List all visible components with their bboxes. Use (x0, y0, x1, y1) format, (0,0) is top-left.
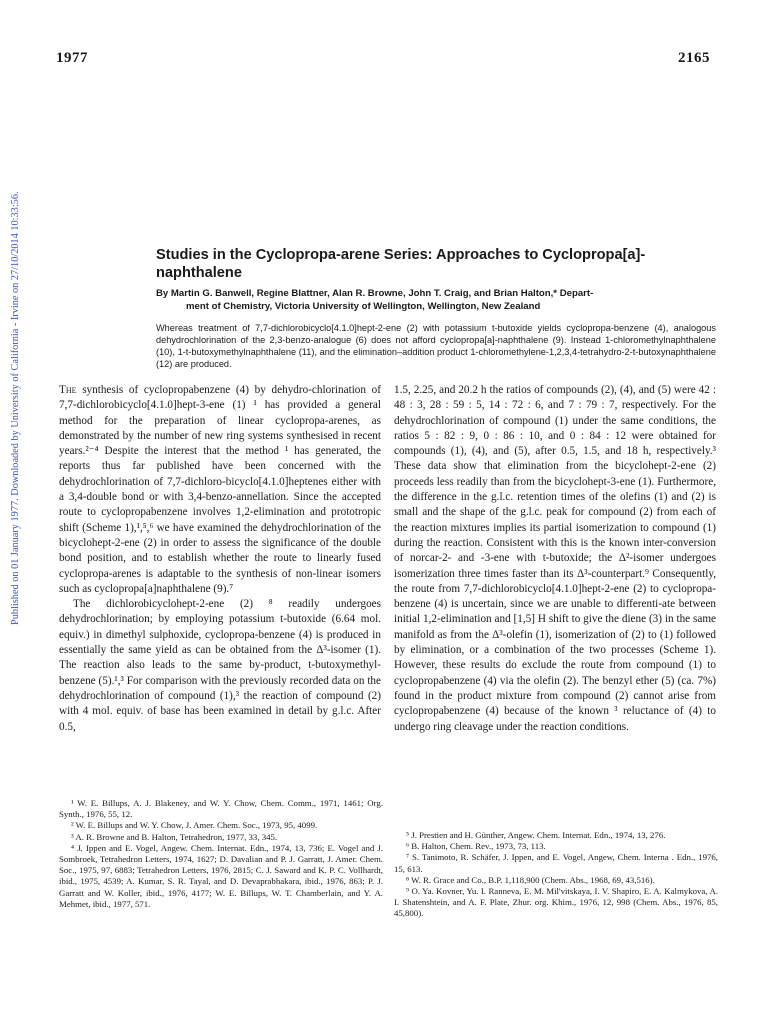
article-abstract: Whereas treatment of 7,7-dichlorobicyclo[4.1.0]hept-2-ene (2) with potassium t-butoxide yields cyclopropa-benzene (4), analogous dehydrochlorination of the 2,3-benzo-analogue (6) does not afford cyclopropa[a]-naphthalene (9). Instead 1-chloromethylnaphthalene (10), 1-t-butoxymethylnaphthalene (11), and the elimination–addition product 1-chloromethylene-1,2,3,4-tetrahydro-2-t-butoxynaphthalene (12) are produced. (156, 323, 716, 369)
journal-year: 1977 (56, 50, 88, 66)
reference-item: ⁸ W. R. Grace and Co., B.P. 1,118,900 (Chem. Abs., 1968, 69, 43,516). (406, 874, 655, 885)
paragraph-text: synthesis of cyclopropabenzene (4) by dehydro-chlorination of 7,7-dichlorobicyclo[4.1.0]hept-3-ene (1) ¹ has provided a general method for the preparation of linear cyclopropa-arenes, as demonstrated by the number of new ring systems synthesised in recent years.²⁻⁴ Despite the interest that the method ¹ has generated, the reports thus far published have been concerned with the dehydrochlorination of 7,7-dichloro-bicyclo[4.1.0]heptenes either with a 3,4-double bond or with 3,4-benzo-annellation. Since the accepted route to cyclopropabenzene involves 1,2-elimination and prototropic shift (Scheme 1),¹,⁵,⁶ we have examined the dehydrochlorination of the bicyclohept-2-ene (2) in order to assess the significance of the double bond position, and to establish whether the route to linearly fused cyclopropa-arenes is adaptable to the synthesis of non-linear isomers such as cyclopropa[a]naphthalene (9).⁷ (59, 384, 381, 595)
body-column-left (59, 383, 381, 735)
reference-item: ⁶ B. Halton, Chem. Rev., 1973, 73, 113. (406, 841, 546, 852)
reference-item: ¹ W. E. Billups, A. J. Blakeney, and W. Y. Chow, Chem. Comm., 1971, 1461; Org. Synth., 1976, 55, 12. (59, 798, 383, 820)
article-title: Studies in the Cyclopropa-arene Series: Approaches to Cyclopropa[a]-naphthalene (156, 247, 646, 281)
page-number: 2165 (678, 50, 710, 66)
body-paragraph: The dichlorobicyclohept-2-ene (2) ⁸ readily undergoes dehydrochlorination; by employing potassium t-butoxide (6.64 mol. equiv.) in dimethyl sulphoxide, cyclopropa-benzene (4) is produced in essentially the same yield as can be obtained from the Δ³-isomer (1). The reaction also leads to the same by-product, t-butoxymethyl-benzene (5).¹,³ For comparison with the previously recorded data on the dehydrochlorination of compound (1),³ the reaction of compound (2) with 4 mol. equiv. of base has been examined in detail by g.l.c. After 0.5, (59, 598, 381, 733)
author-affiliation: ment of Chemistry, Victoria University of Wellington, Wellington, New Zealand (186, 300, 541, 312)
reference-item: ⁷ S. Tanimoto, R. Schäfer, J. Ippen, and E. Vogel, Angew, Chem. Interna . Edn., 1976, 15, 613. (394, 852, 718, 874)
reference-item: ⁹ O. Ya. Kovner, Yu. I. Ranneva, E. M. Mil'vitskaya, I. V. Shapiro, E. A. Kalmykova, A. I. Shatenshtein, and A. F. Plate, Zhur. org. Khim., 1976, 12, 998 (Chem. Abs., 1976, 85, 45,800). (394, 886, 718, 919)
references-left (59, 798, 383, 910)
download-notice-container (5, 175, 27, 625)
references-right (394, 830, 718, 920)
reference-item: ⁵ J. Prestien and H. Günther, Angew. Chem. Internat. Edn., 1974, 13, 276. (406, 830, 666, 840)
body-paragraph: 1.5, 2.25, and 20.2 h the ratios of compounds (2), (4), and (5) were 42 : 48 : 3, 28 : 59 : 5, 14 : 72 : 6, and 7 : 79 : 7, respectively. For the dehydrochlorination of compound (1) under the same conditions, the ratios 5 : 82 : 9, 0 : 86 : 10, and 0 : 84 : 12 were obtained for compounds (1), (4), and (5), after 0.5, 1.5, and 18 h, respectively.³ These data show that elimination from the bicyclohept-2-ene (2) proceeds less readily than from the bicyclohept-3-ene (1). Furthermore, the difference in the g.l.c. retention times of the olefins (1) and (2) is small and the shape of the g.l.c. peak for compound (2) from each of the reaction mixtures implies its partial isomerization to compound (1) during the reaction. Consistent with this is the known inter-conversion of norcar-2- and -3-ene with t-butoxide; the Δ²-isomer undergoes isomerization three times faster than its Δ³-counterpart.⁹ Consequently, the route from 7,7-dichlorobicyclo[4.1.0]hept-2-ene (2) to cyclopropa-benzene (4) is uncertain, since we are unable to differenti-ate between initial 1,2-elimination and [1,5] H shift to give the diene (3) in the same manifold as from the Δ³-olefin (1), isomerization of (2) to (1) followed by elimination, or a combination of the two processes (Scheme 1). However, these results do exclude the route from compound (1) to cyclopropabenzene (4) via the olefin (2). The benzyl ether (5) (ca. 7%) found in the product mixture from compound (2) cannot arise from cyclopropabenzene (4) because of the known ³ reluctance of (4) to undergo ring cleavage under the reaction conditions. (394, 384, 716, 733)
body-column-right (394, 383, 716, 735)
paragraph-lead-word: The (59, 384, 77, 396)
reference-item: ² W. E. Billups and W. Y. Chow, J. Amer. Chem. Soc., 1973, 95, 4099. (71, 820, 318, 831)
author-list: By Martin G. Banwell, Regine Blattner, Alan R. Browne, John T. Craig, and Brian Halton,* Depart- (156, 288, 594, 299)
author-block (156, 288, 726, 313)
body-paragraph (59, 383, 381, 597)
reference-item: ³ A. R. Browne and B. Halton, Tetrahedron, 1977, 33, 345. (71, 831, 278, 842)
reference-item: ⁴ J. Ippen and E. Vogel, Angew. Chem. Internat. Edn., 1974, 13, 736; E. Vogel and J. Sombroek, Tetrahedron Letters, 1974, 1627; D. Davalian and P. J. Garratt, J. Amer. Chem. Soc., 1975, 97, 6883; Tetrahedron Letters, 1976, 2815; C. J. Saward and K. P. C. Vollhardt, ibid., 1975, 4539; A. Kumar, S. R. Tayal, and D. Devaprabhakara, ibid., 1976, 863; P. J. Garratt and W. Koller, ibid., 1976, 4177; W. E. Billups, W. T. Chamberlain, and Y. A. Mehmet, ibid., 1977, 571. (59, 842, 383, 909)
download-notice[interactable]: Published on 01 January 1977. Downloaded by University of California - Irvine on 27/10/2014 10:33:56. (10, 191, 21, 625)
